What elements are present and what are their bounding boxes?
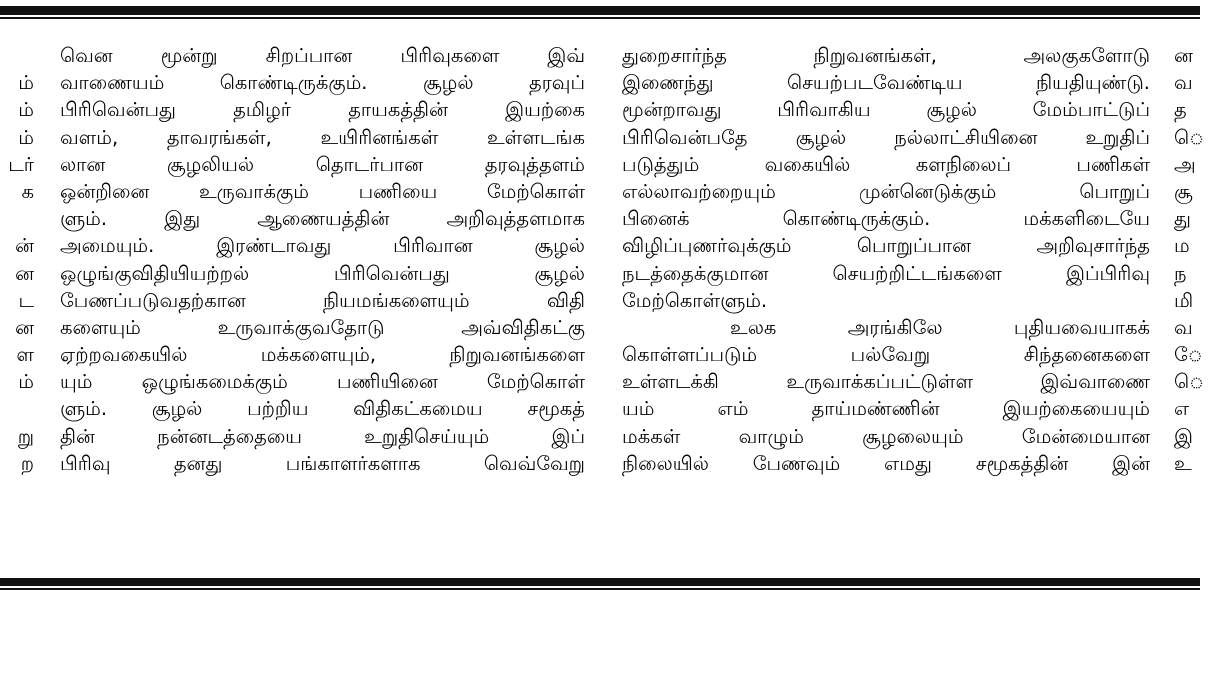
text-column-2 bbox=[622, 42, 1150, 477]
bottom-rule bbox=[0, 578, 1200, 586]
text-line: ள bbox=[16, 343, 34, 367]
text-line: ே bbox=[1174, 343, 1203, 367]
text-line: பிரிவென்பதே சூழல் நல்லாட்சியினை உறுதிப் bbox=[622, 125, 1150, 149]
text-line: படுத்தும் வகையில் களநிலைப் பணிகள் bbox=[622, 152, 1150, 176]
text-line: ளும். சூழல் பற்றிய விதிகட்கமைய சமூகத் bbox=[60, 397, 585, 421]
text-line: ஒன்றினை உருவாக்கும் பணியை மேற்கொள் bbox=[60, 179, 585, 203]
text-line: ெ bbox=[1174, 125, 1204, 149]
text-line: களையும் உருவாக்குவதோடு அவ்விதிகட்கு bbox=[60, 315, 585, 339]
text-line: மக்கள் வாழும் சூழலையும் மேன்மையான bbox=[622, 424, 1150, 448]
text-line: ன bbox=[15, 261, 34, 285]
text-line: உ bbox=[1174, 451, 1192, 475]
text-line: அமையும். இரண்டாவது பிரிவான சூழல் bbox=[60, 234, 585, 258]
text-column-1 bbox=[60, 42, 585, 477]
text-line: ற bbox=[20, 451, 34, 475]
text-line: வ bbox=[1174, 71, 1193, 95]
text-line: உள்ளடக்கி உருவாக்கப்பட்டுள்ள இவ்வாணை bbox=[622, 370, 1150, 394]
text-line: ன bbox=[1174, 44, 1193, 67]
text-line: ஏற்றவகையில் மக்களையும், நிறுவனங்களை bbox=[60, 343, 585, 367]
text-line: நடத்தைக்குமான செயற்றிட்டங்களை இப்பிரிவு bbox=[622, 261, 1150, 285]
text-line: விழிப்புணர்வுக்கும் பொறுப்பான அறிவுசார்ந்த bbox=[622, 234, 1150, 258]
right-column-fragment bbox=[1174, 42, 1214, 477]
text-line: அ bbox=[1174, 152, 1196, 176]
text-line: இணைந்து செயற்படவேண்டிய நியதியுண்டு. bbox=[622, 71, 1150, 95]
text-line bbox=[0, 205, 34, 232]
text-line: வளம், தாவரங்கள், உயிரினங்கள் உள்ளடங்க bbox=[60, 125, 585, 149]
text-line: மி bbox=[1174, 288, 1194, 312]
text-line: எ bbox=[1174, 397, 1190, 421]
text-line: ம bbox=[1174, 234, 1190, 258]
text-line: ன் bbox=[15, 234, 34, 258]
text-line: கொள்ளப்படும் பல்வேறு சிந்தனைகளை bbox=[622, 343, 1150, 367]
text-line: த bbox=[1174, 98, 1187, 122]
text-line: இ bbox=[1174, 424, 1193, 448]
text-line: ம் bbox=[18, 71, 34, 95]
text-line: லான சூழலியல் தொடர்பான தரவுத்தளம் bbox=[60, 152, 585, 176]
text-line bbox=[0, 42, 34, 69]
text-line: உலக அரங்கிலே புதியவையாகக் bbox=[730, 315, 1150, 339]
text-line: ம் bbox=[18, 370, 34, 394]
text-line: ம் bbox=[18, 125, 34, 149]
text-line: ந bbox=[1174, 261, 1187, 285]
text-line: எல்லாவற்றையும் முன்னெடுக்கும் பொறுப் bbox=[622, 179, 1150, 203]
text-line: துறைசார்ந்த நிறுவனங்கள், அலகுகளோடு bbox=[622, 44, 1150, 67]
text-line: று bbox=[17, 424, 34, 448]
text-line: சூ bbox=[1174, 179, 1193, 203]
text-line: வென மூன்று சிறப்பான பிரிவுகளை இவ் bbox=[60, 44, 585, 67]
text-line: பிரிவு தனது பங்காளர்களாக வெவ்வேறு bbox=[60, 451, 585, 475]
text-line: து bbox=[1174, 207, 1191, 231]
bottom-rule-thin bbox=[0, 588, 1200, 590]
top-rule-thin bbox=[0, 17, 1200, 19]
text-line: க bbox=[21, 179, 34, 203]
text-line: யும் ஒழுங்கமைக்கும் பணியினை மேற்கொள் bbox=[60, 370, 585, 394]
text-line: நிலையில் பேணவும் எமது சமூகத்தின் இன் bbox=[622, 451, 1150, 475]
text-line: பினைக் கொண்டிருக்கும். மக்களிடையே bbox=[622, 207, 1150, 231]
text-line bbox=[0, 395, 34, 422]
text-line: மேற்கொள்ளும். bbox=[622, 288, 768, 312]
text-line: பிரிவென்பது தமிழர் தாயகத்தின் இயற்கை bbox=[60, 98, 585, 122]
left-column-fragment bbox=[0, 42, 34, 477]
text-line: யம் எம் தாய்மண்ணின் இயற்கையையும் bbox=[622, 397, 1150, 421]
text-line: டர் bbox=[8, 152, 34, 176]
text-line: ஒழுங்குவிதியியற்றல் பிரிவென்பது சூழல் bbox=[60, 261, 585, 285]
text-line: ளும். இது ஆணையத்தின் அறிவுத்தளமாக bbox=[60, 207, 585, 231]
text-line: ம் bbox=[18, 98, 34, 122]
text-line: ெ bbox=[1174, 370, 1204, 394]
text-line: ன bbox=[15, 315, 34, 339]
text-line: ட bbox=[18, 288, 34, 312]
text-line: வ bbox=[1174, 315, 1193, 339]
text-line: மூன்றாவது பிரிவாகிய சூழல் மேம்பாட்டுப் bbox=[622, 98, 1150, 122]
text-line: பேணப்படுவதற்கான நியமங்களையும் விதி bbox=[60, 288, 585, 312]
top-rule bbox=[0, 6, 1200, 15]
text-line: வாணையம் கொண்டிருக்கும். சூழல் தரவுப் bbox=[60, 71, 585, 95]
text-line: தின் நன்னடத்தையை உறுதிசெய்யும் இப் bbox=[60, 424, 585, 448]
